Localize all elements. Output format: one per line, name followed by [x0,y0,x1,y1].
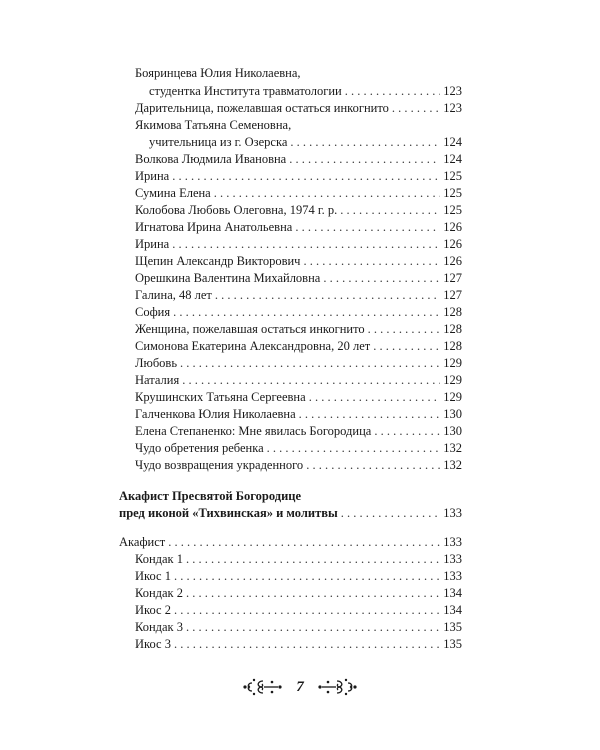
akathist-item-4-label: Кондак 3 [135,620,184,634]
entry-1-row [135,101,462,116]
akathist-item-1-label: Икос 1 [135,569,171,583]
leader-dots [290,135,440,150]
akathist-row [119,535,462,550]
entry-18-row [135,407,462,422]
entry-14-title: Симонова Екатерина Александровна, 20 лет [135,339,371,353]
leader-dots [299,407,441,422]
leader-dots [186,552,440,567]
entry-9-title: Щепин Александр Викторович [135,254,301,268]
entry-17-page: 129 [443,390,462,404]
entry-15-page: 129 [443,356,462,370]
entry-16-page: 129 [443,373,462,387]
entry-13-page: 128 [443,322,462,336]
akathist-item-0-row [135,552,462,567]
leader-dots [186,586,440,601]
entry-8-row [135,237,462,252]
entry-8-page: 126 [443,237,462,251]
entry-10-page: 127 [443,271,462,285]
leader-dots [295,220,440,235]
leader-dots [392,101,440,116]
section-heading-row [119,506,462,521]
leader-dots [267,441,441,456]
entry-18-title: Галченкова Юлия Николаевна [135,407,296,421]
entry-5-page: 125 [443,186,462,200]
akathist-item-2-page: 134 [443,586,462,600]
leader-dots [289,152,440,167]
leader-dots [174,569,440,584]
section-heading-line-1: Акафист Пресвятой Богородице [119,489,302,503]
entry-20-title: Чудо обретения ребенка [135,441,264,455]
entry-10-title: Орешкина Валентина Михайловна [135,271,321,285]
entry-6-page: 125 [443,203,462,217]
entry-9-page: 126 [443,254,462,268]
leader-dots [180,356,440,371]
entry-11-title: Галина, 48 лет [135,288,212,302]
entry-3-row [135,152,462,167]
entry-19-title: Елена Степаненко: Мне явилась Богородица [135,424,372,438]
akathist-item-4-page: 135 [443,620,462,634]
entry-5-row [135,186,462,201]
leader-dots [174,637,440,652]
entry-2-row [149,135,462,150]
entry-19-row [135,424,462,439]
entry-13-row [135,322,462,337]
entry-10-row [135,271,462,286]
entry-7-page: 126 [443,220,462,234]
entry-20-row [135,441,462,456]
leader-dots [168,535,440,550]
entry-2-page: 124 [443,135,462,149]
entry-6-title: Колобова Любовь Олеговна, 1974 г. р. [135,203,338,217]
leader-dots [306,458,440,473]
leader-dots [173,305,440,320]
page-number: 7 [296,678,304,695]
entry-1-title: Дарительница, пожелавшая остаться инкогнито [135,101,389,115]
entry-8-title: Ирина [135,237,170,251]
akathist-item-5-row [135,637,462,652]
entry-20-page: 132 [443,441,462,455]
akathist-item-4-row [135,620,462,635]
akathist-item-3-row [135,603,462,618]
right-ornament-icon [316,677,358,697]
akathist-page: 133 [443,535,462,549]
entry-16-title: Наталия [135,373,180,387]
entry-3-title: Волкова Людмила Ивановна [135,152,287,166]
entry-4-title: Ирина [135,169,170,183]
section-heading-line-2: пред иконой «Тихвинская» и молитвы [119,506,338,520]
leader-dots [303,254,440,269]
leader-dots [309,390,441,405]
entry-2-line-1: Якимова Татьяна Семеновна, [135,118,292,132]
leader-dots [345,84,441,99]
entry-21-title: Чудо возвращения украденного [135,458,304,472]
leader-dots [186,620,440,635]
akathist-item-0-page: 133 [443,552,462,566]
akathist-item-3-label: Икос 2 [135,603,171,617]
leader-dots [214,186,441,201]
entry-0-row [149,84,462,99]
entry-21-page: 132 [443,458,462,472]
leader-dots [174,603,440,618]
leader-dots [172,169,440,184]
entry-3-page: 124 [443,152,462,166]
entry-16-row [135,373,462,388]
akathist-item-2-label: Кондак 2 [135,586,184,600]
entry-17-row [135,390,462,405]
entry-18-page: 130 [443,407,462,421]
left-ornament-icon [242,677,284,697]
leader-dots [373,339,440,354]
entry-15-row [135,356,462,371]
akathist-item-5-page: 135 [443,637,462,651]
section-page: 133 [443,506,462,520]
entry-0-line-2: студентка Института травматологии [149,84,342,98]
entry-1-page: 123 [443,101,462,115]
leader-dots [323,271,440,286]
entry-21-row [135,458,462,473]
entry-14-row [135,339,462,354]
entry-6-row [135,203,462,218]
akathist-item-0-label: Кондак 1 [135,552,184,566]
akathist-label: Акафист [119,535,166,549]
akathist-item-5-label: Икос 3 [135,637,171,651]
akathist-item-1-row [135,569,462,584]
entry-14-page: 128 [443,339,462,353]
leader-dots [341,506,441,521]
entry-19-page: 130 [443,424,462,438]
entry-9-row [135,254,462,269]
entry-13-title: Женщина, пожелавшая остаться инкогнито [135,322,365,336]
entry-2-line-2: учительница из г. Озерска [149,135,288,149]
entry-12-title: София [135,305,171,319]
entry-15-title: Любовь [135,356,178,370]
entry-4-page: 125 [443,169,462,183]
akathist-item-1-page: 133 [443,569,462,583]
entry-17-title: Крушинских Татьяна Сергеевна [135,390,306,404]
entry-11-page: 127 [443,288,462,302]
leader-dots [368,322,441,337]
entry-4-row [135,169,462,184]
leader-dots [172,237,440,252]
entry-11-row [135,288,462,303]
entry-0-page: 123 [443,84,462,98]
leader-dots [215,288,440,303]
entry-12-page: 128 [443,305,462,319]
entry-0-line-1: Бояринцева Юлия Николаевна, [135,66,301,80]
entry-12-row [135,305,462,320]
leader-dots [182,373,440,388]
leader-dots [374,424,440,439]
page-footer [0,677,600,697]
entry-7-title: Игнатова Ирина Анатольевна [135,220,293,234]
akathist-item-3-page: 134 [443,603,462,617]
entry-7-row [135,220,462,235]
leader-dots [340,203,440,218]
akathist-item-2-row [135,586,462,601]
entry-5-title: Сумина Елена [135,186,211,200]
